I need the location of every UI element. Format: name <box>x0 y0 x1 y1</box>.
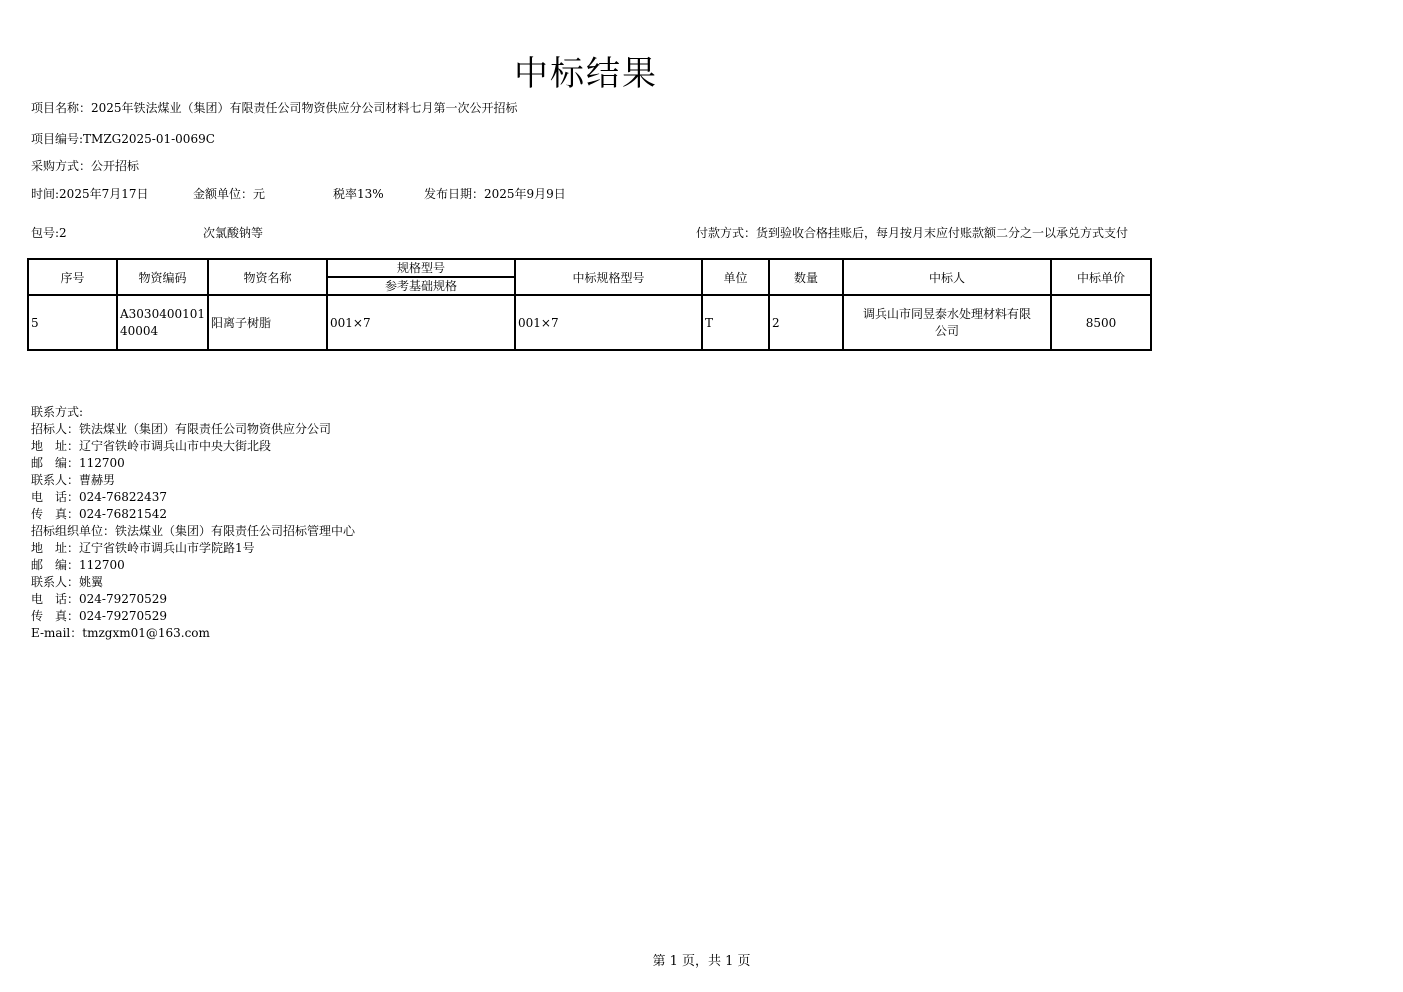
bid-time: 时间:2025年7月17日 <box>31 187 149 201</box>
cell-code <box>117 295 208 350</box>
tax-rate: 税率13% <box>333 187 384 201</box>
header-win-spec: 中标规格型号 <box>515 259 702 295</box>
package-number: 包号:2 <box>31 226 67 240</box>
contact-block <box>31 404 355 642</box>
header-spec-group <box>327 259 515 295</box>
project-code: 项目编号:TMZG2025-01-0069C <box>31 132 215 146</box>
cell-win-spec: 001×7 <box>515 295 702 350</box>
procurement-method: 采购方式：公开招标 <box>31 159 140 173</box>
cell-code-line1: A3030400101 <box>120 306 206 321</box>
contact-line: 联系人：曹赫男 <box>31 473 116 487</box>
header-unit: 单位 <box>702 259 769 295</box>
contact-line: 电 话：024-79270529 <box>31 592 168 606</box>
cell-name: 阳离子树脂 <box>208 295 327 350</box>
table-header-row <box>28 259 1151 295</box>
payment-terms: 付款方式：货到验收合格挂账后，每月按月末应付账款额二分之一以承兑方式支付 <box>696 226 1129 240</box>
header-seq: 序号 <box>28 259 117 295</box>
project-name: 项目名称：2025年铁法煤业（集团）有限责任公司物资供应分公司材料七月第一次公开招标 <box>31 101 518 115</box>
cell-seq: 5 <box>28 295 117 350</box>
currency-unit: 金额单位：元 <box>193 187 266 201</box>
header-ref-spec: 参考基础规格 <box>385 279 458 293</box>
contact-line: 电 话：024-76822437 <box>31 490 168 504</box>
publish-date: 发布日期：2025年9月9日 <box>424 187 566 201</box>
cell-winner-line1: 调兵山市同昱泰水处理材料有限 <box>863 306 1032 321</box>
header-qty: 数量 <box>769 259 843 295</box>
header-winner: 中标人 <box>843 259 1051 295</box>
contact-line: 邮 编：112700 <box>31 456 125 470</box>
cell-code-line2: 40004 <box>120 323 159 338</box>
contact-line: 地 址：辽宁省铁岭市调兵山市中央大街北段 <box>31 439 272 453</box>
result-table <box>27 258 1152 351</box>
header-code: 物资编码 <box>117 259 208 295</box>
contact-heading: 联系方式: <box>31 405 84 419</box>
table-row <box>28 295 1151 350</box>
contact-line: 联系人：姚翼 <box>31 575 104 589</box>
contact-line: 招标组织单位：铁法煤业（集团）有限责任公司招标管理中心 <box>31 524 356 538</box>
header-name: 物资名称 <box>208 259 327 295</box>
cell-winner <box>843 295 1051 350</box>
cell-winner-line2: 公司 <box>935 323 960 338</box>
package-name: 次氯酸钠等 <box>203 226 264 240</box>
contact-email: E-mail：tmzgxm01@163.com <box>31 626 210 640</box>
page-title: 中标结果 <box>514 54 658 94</box>
cell-qty: 2 <box>769 295 843 350</box>
contact-line: 传 真：024-79270529 <box>31 609 168 623</box>
cell-price: 8500 <box>1051 295 1151 350</box>
contact-line: 招标人：铁法煤业（集团）有限责任公司物资供应分公司 <box>31 422 332 436</box>
header-price: 中标单价 <box>1051 259 1151 295</box>
contact-line: 地 址：辽宁省铁岭市调兵山市学院路1号 <box>31 541 255 555</box>
contact-line: 传 真：024-76821542 <box>31 507 168 521</box>
cell-spec: 001×7 <box>327 295 515 350</box>
header-spec: 规格型号 <box>328 260 514 278</box>
contact-line: 邮 编：112700 <box>31 558 125 572</box>
page-number: 第 1 页，共 1 页 <box>652 954 751 969</box>
cell-unit: T <box>702 295 769 350</box>
